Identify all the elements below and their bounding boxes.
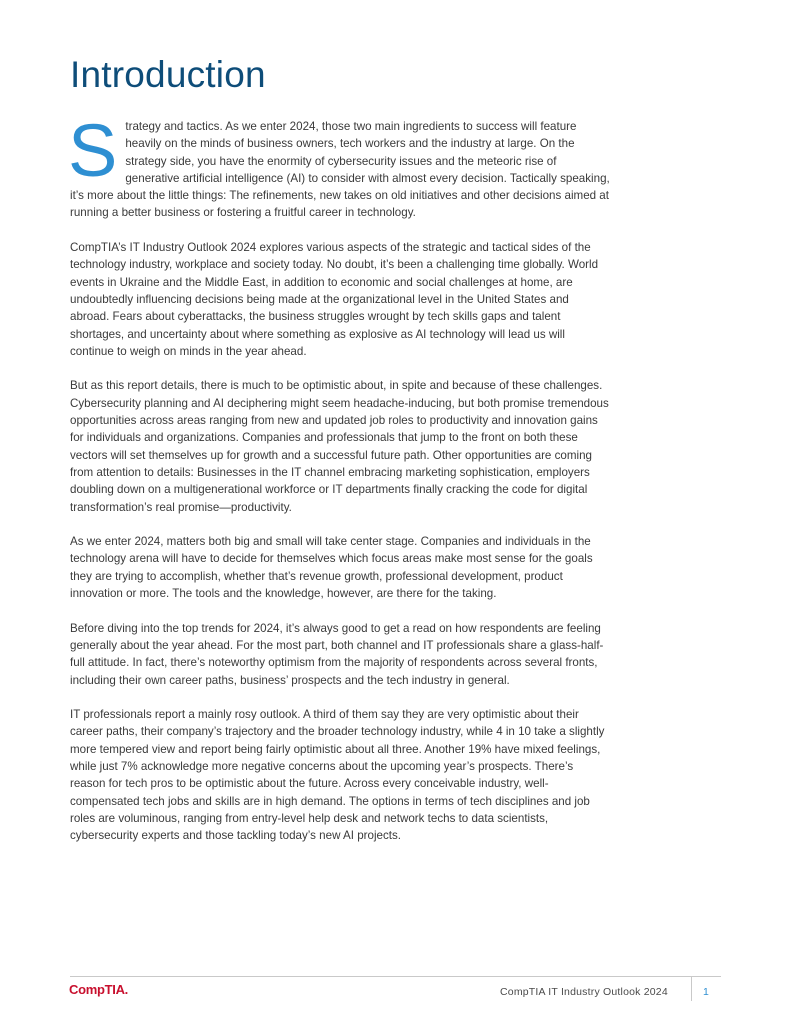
- footer-publication-title: CompTIA IT Industry Outlook 2024: [500, 986, 668, 998]
- footer-divider: [70, 976, 721, 977]
- comptia-logo: CompTIA.: [69, 982, 128, 997]
- article-body: [68, 109, 610, 862]
- paragraph-1-text: trategy and tactics. As we enter 2024, those two main ingredients to success will feature heavily on the minds of business owners, tech workers and the industry at large. On the strategy side, you have the enormity of cybersecurity issues and the meteoric rise of generative artificial intelligence (AI) to consider with almost every decision. Tactically speaking, it’s more about the little things: The refinements, new takes on old initiatives and other decisions aimed at running a better business or fostering a fruitful career in technology.: [70, 120, 610, 220]
- drop-cap: S: [68, 109, 118, 192]
- paragraph-3: But as this report details, there is much to be optimistic about, in spite and because of these challenges. Cybersecurity planning and AI deciphering might seem headache-inducing, but both promise tremendous opportunities across areas ranging from new and updated job roles to productivity and innovation gains for individuals and organizations. Companies and professionals that jump to the front on both these vectors will set themselves up for growth and a successful future path. Other opportunities are coming from attention to details: Businesses in the IT channel embracing marketing sophistication, employers doubling down on a multigenerational workforce or IT departments finally cracking the code for digital transformation’s real promise—productivity.: [70, 379, 609, 514]
- page-number: 1: [703, 986, 709, 998]
- page-title: Introduction: [70, 54, 266, 95]
- paragraph-1: [68, 109, 610, 222]
- paragraph-6: IT professionals report a mainly rosy outlook. A third of them say they are very optimistic about their career paths, their company’s trajectory and the broader technology industry, while 4 in 10 take a slightly more tempered view and report being fairly optimistic about all three. Another 19% have mixed feelings, while just 7% acknowledge more negative concerns about the upcoming year’s prospects. There’s reason for tech pros to be optimistic about the future. Across every conceivable industry, well-compensated tech jobs and skills are in high demand. The options in terms of tech disciplines and job roles are voluminous, ranging from entry-level help desk and network techs to data scientists, cybersecurity experts and those tackling today’s new AI projects.: [70, 708, 605, 843]
- paragraph-4: As we enter 2024, matters both big and small will take center stage. Companies and individuals in the technology arena will have to decide for themselves which focus areas make most sense for the goals they are trying to accomplish, whether that’s revenue growth, professional development, product innovation or more. The tools and the knowledge, however, are there for the taking.: [70, 535, 593, 601]
- footer-separator: [691, 977, 692, 1001]
- paragraph-2: CompTIA’s IT Industry Outlook 2024 explores various aspects of the strategic and tactical sides of the technology industry, workplace and society today. No doubt, it’s been a challenging time globally. World events in Ukraine and the Middle East, in addition to economic and social challenges at home, are undoubtedly influencing decisions being made at the organizational level in the United States and abroad. Fears about cyberattacks, the business struggles wrought by tech skills gaps and talent shortages, and uncertainty about where something as explosive as AI technology will lead us will continue to weigh on minds in the year ahead.: [70, 241, 599, 358]
- paragraph-5: Before diving into the top trends for 2024, it’s always good to get a read on how respondents are feeling generally about the year ahead. For the most part, both channel and IT professionals share a glass-half-full attitude. In fact, there’s noteworthy optimism from the majority of respondents across several fronts, including their own career paths, business’ prospects and the tech industry in general.: [70, 621, 604, 687]
